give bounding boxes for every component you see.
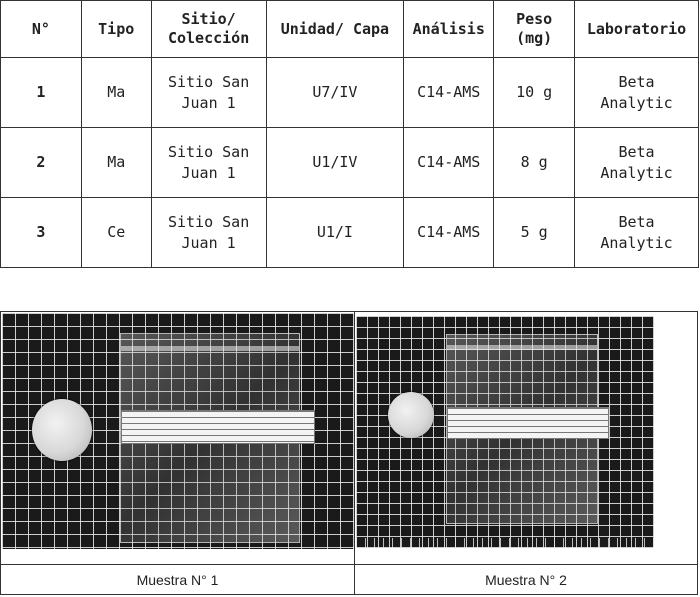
shell-sample-image [388, 392, 434, 438]
header-laboratorio: Laboratorio [575, 1, 699, 58]
sample-photo-2 [356, 316, 654, 548]
table-row [1, 128, 699, 198]
bag-seal [447, 345, 597, 350]
header-tipo: Tipo [81, 1, 151, 58]
photo-caption-2: Muestra N° 2 [485, 572, 567, 588]
shell-sample-image [32, 399, 92, 461]
cell-laboratorio [575, 58, 699, 128]
cell-tipo: Ma [81, 58, 151, 128]
sample-bag-image [120, 333, 300, 543]
cell-lab-line2: Analytic [600, 93, 673, 112]
cell-peso: 8 g [494, 128, 575, 198]
cell-analisis: C14-AMS [404, 58, 494, 128]
cell-sitio-line1: Sitio San [167, 212, 250, 231]
cell-laboratorio [575, 128, 699, 198]
cell-num: 1 [1, 58, 82, 128]
bag-label-image [121, 410, 315, 444]
cell-lab-line2: Analytic [600, 233, 673, 252]
photo-cell-1 [1, 312, 355, 564]
cell-peso: 10 g [494, 58, 575, 128]
header-analisis: Análisis [404, 1, 494, 58]
cell-sitio [151, 198, 266, 268]
ruler-image [356, 538, 654, 548]
sample-bag-image [446, 334, 598, 524]
sample-photos-panel [0, 311, 698, 595]
photo-caption-1: Muestra N° 1 [1, 565, 355, 595]
cell-peso: 5 g [494, 198, 575, 268]
cell-sitio [151, 58, 266, 128]
cell-unidad: U1/I [266, 198, 404, 268]
bag-label-image [447, 407, 609, 439]
table-row [1, 198, 699, 268]
sample-photo-1 [2, 313, 354, 549]
cell-unidad: U1/IV [266, 128, 404, 198]
cell-lab-line1: Beta [618, 142, 655, 161]
cell-sitio-line1: Sitio San [167, 72, 250, 91]
cell-lab-line2: Analytic [600, 163, 673, 182]
header-num: N° [1, 1, 82, 58]
bag-seal [121, 346, 299, 351]
caption-row [1, 564, 697, 595]
table-row [1, 58, 699, 128]
cell-lab-line1: Beta [618, 212, 655, 231]
samples-table [0, 0, 699, 268]
cell-num: 2 [1, 128, 82, 198]
cell-sitio-line2: Juan 1 [181, 233, 236, 252]
header-peso-line1: Peso [516, 10, 553, 28]
table-header-row [1, 1, 699, 58]
cell-lab-line1: Beta [618, 72, 655, 91]
header-sitio-line2: Colección [167, 29, 250, 47]
cell-analisis: C14-AMS [404, 128, 494, 198]
cell-unidad: U7/IV [266, 58, 404, 128]
header-peso-line2: (mg) [516, 29, 553, 47]
header-peso [494, 1, 575, 58]
cell-num: 3 [1, 198, 82, 268]
header-sitio [151, 1, 266, 58]
cell-tipo: Ce [81, 198, 151, 268]
cell-tipo: Ma [81, 128, 151, 198]
header-unidad: Unidad/ Capa [266, 1, 404, 58]
cell-analisis: C14-AMS [404, 198, 494, 268]
header-sitio-line1: Sitio/ [181, 10, 236, 28]
photo-cell-2 [355, 312, 697, 564]
cell-sitio [151, 128, 266, 198]
cell-sitio-line1: Sitio San [167, 142, 250, 161]
cell-sitio-line2: Juan 1 [181, 93, 236, 112]
cell-laboratorio [575, 198, 699, 268]
cell-sitio-line2: Juan 1 [181, 163, 236, 182]
